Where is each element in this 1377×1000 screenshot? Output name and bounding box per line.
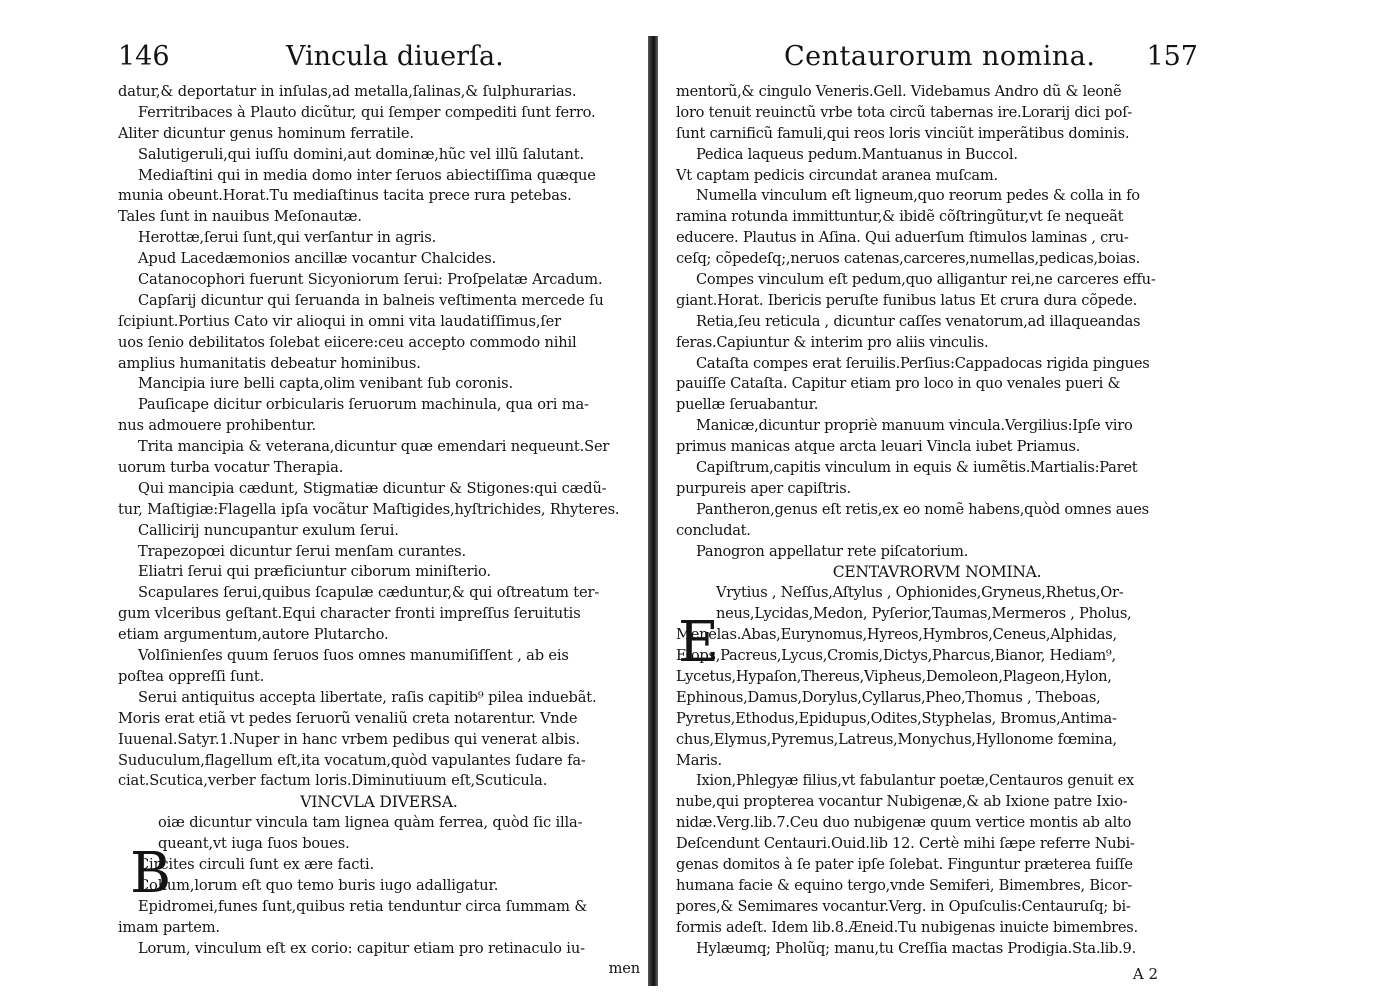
text-line: Suduculum,flagellum eſt,ita vocatum,quòd vapulantes ſudare fa- bbox=[118, 751, 586, 769]
catchword: men bbox=[608, 960, 640, 978]
text-line: Epidromei,funes ſunt,quibus retia tenduntur circa ſummam & bbox=[138, 897, 588, 915]
text-line: tur, Maſtigiæ:Flagella ipſa vocãtur Maſtigides,hyſtrichides, Rhyteres. bbox=[118, 500, 620, 518]
text-line: imam partem. bbox=[118, 918, 220, 936]
text-line: Qui mancipia cædunt, Stigmatiæ dicuntur & Stigones:qui cædũ- bbox=[138, 479, 607, 497]
text-line: Panogron appellatur rete piſcatorium. bbox=[696, 542, 969, 560]
text-line: uos ſenio debilitatos ſolebat eiicere:ceu accepto commodo nihil bbox=[118, 333, 577, 351]
text-line: Serui antiquitus accepta libertate, raſis capitib⁹ pileа induebãt. bbox=[138, 688, 597, 706]
text-line: educere. Plautus in Aſina. Qui aduerſum ſtimulos laminas , cru- bbox=[676, 229, 1129, 247]
text-line: Mancipia iure belli capta,olim venibant ſub coronis. bbox=[138, 375, 513, 393]
text-line: Volſinienſes quum ſeruos ſuos omnes manumiſiſſent , ab eis bbox=[138, 647, 569, 665]
text-line: concludat. bbox=[676, 521, 751, 539]
text-line: primus manicas atque arcta leuari Vincla iubet Priamus. bbox=[676, 438, 1081, 456]
text-line: Circites circuli ſunt ex ære facti. bbox=[138, 855, 375, 873]
text-line: mentorũ,& cingulo Veneris.Gell. Videbamus Andro dũ & leonẽ bbox=[676, 83, 1122, 100]
text-line: Moris erat etiã vt pedes ſeruorũ venaliũ creta notarentur. Vnde bbox=[118, 709, 578, 727]
text-line: Trapezopœi dicuntur ſerui menſam curantes. bbox=[138, 542, 466, 560]
signature-mark: A 2 bbox=[1132, 965, 1158, 983]
text-line: Vrytius , Neſſus,Aſtylus , Ophionides,Gryneus,Rhetus,Or- bbox=[716, 584, 1124, 602]
text-line: Iuuenal.Satyr.1.Nuper in hanc vrbem pedibus qui venerat albis. bbox=[118, 730, 581, 748]
text-line: pores,& Semimares vocantur.Verg. in Opuſculis:Centauruſq; bi- bbox=[676, 897, 1131, 915]
text-line: Mediaſtini qui in media domo inter ſeruos abiectiſſima quæque bbox=[138, 166, 596, 184]
text-line: Herottæ,ſerui ſunt,qui verſantur in agris. bbox=[138, 229, 437, 247]
text-line: ceſq; cõpedeſq;,neruos catenas,carceres,numellas,pedicas,boias. bbox=[676, 250, 1140, 268]
text-line: Eliatri ſerui qui præficiuntur ciborum miniſterio. bbox=[138, 563, 491, 581]
text-line: Pedica laqueus pedum.Mantuanus in Buccol. bbox=[696, 145, 1018, 163]
text-line: etiam argumentum,autore Plutarcho. bbox=[118, 626, 389, 644]
right-page-number: 157 bbox=[1146, 41, 1198, 72]
text-line: nube,qui propterea vocantur Nubigenæ,& ab Ixione patre Ixio- bbox=[676, 793, 1128, 811]
text-line: Pauſicape dicitur orbicularis ſeruorum machinula, qua ori ma- bbox=[138, 396, 589, 414]
text-line: Cohum,lorum eſt quo temo buris iugo adalligatur. bbox=[138, 876, 499, 894]
text-line: Manicæ,dicuntur propriè manuum vincula.Vergilius:Ipſe viro bbox=[696, 417, 1133, 435]
text-line: Ephinous,Damus,Dorylus,Cyllarus,Pheo,Thomus , Theboas, bbox=[676, 688, 1101, 706]
left-running-title: Vincula diuerſa. bbox=[286, 41, 504, 72]
text-line: giant.Horat. Ibericis peruſte funibus latus Et crura dura cõpede. bbox=[676, 291, 1138, 309]
text-line: Pantheron,genus eſt retis,ex eo nomẽ habens,quòd omnes aues bbox=[696, 500, 1149, 518]
text-line: Hylæumq; Pholũq; manu,tu Creſſia mactas Prodigia.Sta.lib.9. bbox=[696, 939, 1136, 957]
text-line: Lycetus,Hypaſon,Thereus,Vipheus,Demoleon,Plageon,Hylon, bbox=[676, 667, 1112, 685]
text-line: Trita mancipia & veterana,dicuntur quæ emendari nequeunt.Ser bbox=[138, 438, 610, 456]
book-gutter bbox=[648, 36, 658, 986]
right-page bbox=[676, 40, 1198, 985]
left-page bbox=[118, 40, 640, 985]
text-line: Capiſtrum,capitis vinculum in equis & iumẽtis.Martialis:Paret bbox=[696, 459, 1138, 477]
right-page-header bbox=[676, 40, 1198, 74]
text-line: queant,vt iuga ſuos boues. bbox=[158, 835, 350, 853]
text-line: purpureis aper capiſtris. bbox=[676, 479, 851, 497]
drop-cap-letter: B bbox=[130, 841, 172, 906]
text-line: Catanocophori fuerunt Sicyoniorum ſerui: Proſpelatæ Arcadum. bbox=[138, 271, 603, 289]
text-line: Tales ſunt in nauibus Meſonautæ. bbox=[118, 208, 362, 226]
text-line: Salutigeruli,qui iuſſu domini,aut dominæ,hũc vel illũ ſalutant. bbox=[138, 145, 584, 163]
text-line: neus,Lycidas,Medon, Pyſerior,Taumas,Mermeros , Pholus, bbox=[716, 605, 1132, 623]
left-body-text bbox=[118, 82, 640, 980]
text-line: nus admouere prohibentur. bbox=[118, 417, 316, 435]
text-line: puellæ ſeruabantur. bbox=[676, 396, 819, 414]
text-line: humana facie & equino tergo,vnde Semiferi, Bimembres, Bicor- bbox=[676, 876, 1133, 894]
text-line: chus,Elymus,Pyremus,Latreus,Monychus,Hyllonome fœmina, bbox=[676, 730, 1117, 748]
text-line: Maris. bbox=[676, 751, 722, 769]
text-line: datur,& deportatur in inſulas,ad metalla,ſalinas,& ſulphurarias. bbox=[118, 83, 577, 100]
right-body-text bbox=[676, 82, 1198, 959]
right-running-title: Centaurorum nomina. bbox=[784, 41, 1096, 72]
text-line: Aliter dicuntur genus hominum ferratile. bbox=[118, 124, 414, 142]
text-line: Retia,ſeu reticula , dicuntur caſſes venatorum,ad illaqueandas bbox=[696, 312, 1141, 330]
text-line: gum vlceribus geſtant.Equi character fronti impreſſus ſeruitutis bbox=[118, 605, 581, 623]
text-line: pauiſſe Cataſta. Capitur etiam pro loco in quo venales pueri & bbox=[676, 375, 1121, 393]
text-line: formis adeſt. Idem lib.8.Æneid.Tu nubigenas inuicte bimembres. bbox=[676, 918, 1138, 936]
left-page-number: 146 bbox=[118, 41, 170, 72]
text-line: Vt captam pedicis circundat aranea muſcam. bbox=[676, 166, 998, 184]
text-line: ſcipiunt.Portius Cato vir alioqui in omni vita laudatiſſimus,ſer bbox=[118, 312, 561, 330]
text-line: Scapulares ſerui,quibus ſcapulæ cæduntur,& qui oſtreatum ter- bbox=[138, 584, 600, 602]
text-line: genas domitos à ſe pater ipſe ſolebat. Finguntur præterea fuiſſe bbox=[676, 855, 1133, 873]
text-line: Menelas.Abas,Eurynomus,Hyreos,Hymbros,Ceneus,Alphidas, bbox=[676, 626, 1117, 644]
text-line: ciat.Scutica,verber factum loris.Diminutiuum eſt,Scuticula. bbox=[118, 772, 548, 790]
text-line: Elops,Pacreus,Lycus,Cromis,Dictys,Pharcus,Bianor, Hediam⁹, bbox=[676, 647, 1116, 665]
text-line: Ferritribaces à Plauto dicũtur, qui ſemper compediti ſunt ferro. bbox=[138, 103, 596, 121]
text-line: Apud Lacedæmonios ancillæ vocantur Chalcides. bbox=[138, 250, 497, 268]
left-page-header bbox=[118, 40, 640, 74]
text-line: ramina rotunda immittuntur,& ibidẽ cõſtringũtur,vt ſe nequeãt bbox=[676, 208, 1124, 226]
section-heading: CENTAVRORVM NOMINA. bbox=[832, 563, 1042, 582]
text-line: uorum turba vocatur Therapia. bbox=[118, 459, 344, 477]
text-line: Lorum, vinculum eſt ex corio: capitur etiam pro retinaculo iu- bbox=[138, 939, 585, 957]
text-line: Numella vinculum eſt ligneum,quo reorum pedes & colla in fo bbox=[696, 187, 1140, 205]
text-line: amplius humanitatis debeatur hominibus. bbox=[118, 354, 421, 372]
text-line: Cataſta compes erat ſeruilis.Perſius:Cappadocas rigida pingues bbox=[696, 354, 1150, 372]
text-line: feras.Capiuntur & interim pro aliis vinculis. bbox=[676, 333, 989, 351]
text-line: nidæ.Verg.lib.7.Ceu duo nubigenæ quum vertice montis ab alto bbox=[676, 814, 1132, 832]
text-line: poſtea oppreſſi ſunt. bbox=[118, 667, 265, 685]
text-line: oiæ dicuntur vincula tam lignea quàm ferrea, quòd ſic illa- bbox=[158, 814, 583, 832]
section-heading: VINCVLA DIVERSA. bbox=[300, 793, 458, 812]
text-line: ſunt carnificũ famuli,qui reos loris vinciũt imperãtibus dominis. bbox=[676, 124, 1130, 142]
text-line: Ixion,Phlegyæ filius,vt fabulantur poetæ,Centauros genuit ex bbox=[696, 772, 1134, 790]
text-line: Callicirij nuncupantur exulum ſerui. bbox=[138, 521, 399, 539]
text-line: Deſcendunt Centauri.Ouid.lib 12. Certè mihi ſæpe referre Nubi- bbox=[676, 835, 1135, 853]
drop-cap-letter: E bbox=[678, 610, 719, 675]
text-line: Pyretus,Ethodus,Epidupus,Odites,Styphelas, Bromus,Antima- bbox=[676, 709, 1117, 727]
text-line: Capſarij dicuntur qui ſeruanda in balneis veſtimenta mercede ſu bbox=[138, 291, 604, 309]
text-line: Compes vinculum eſt pedum,quo alligantur rei,ne carceres effu- bbox=[696, 271, 1156, 289]
text-line: loro tenuit reuinctũ vrbe tota circũ tabernas ire.Lorarij dici poſ- bbox=[676, 103, 1133, 121]
text-line: munia obeunt.Horat.Tu mediaſtinus tacita prece rura petebas. bbox=[118, 187, 572, 205]
